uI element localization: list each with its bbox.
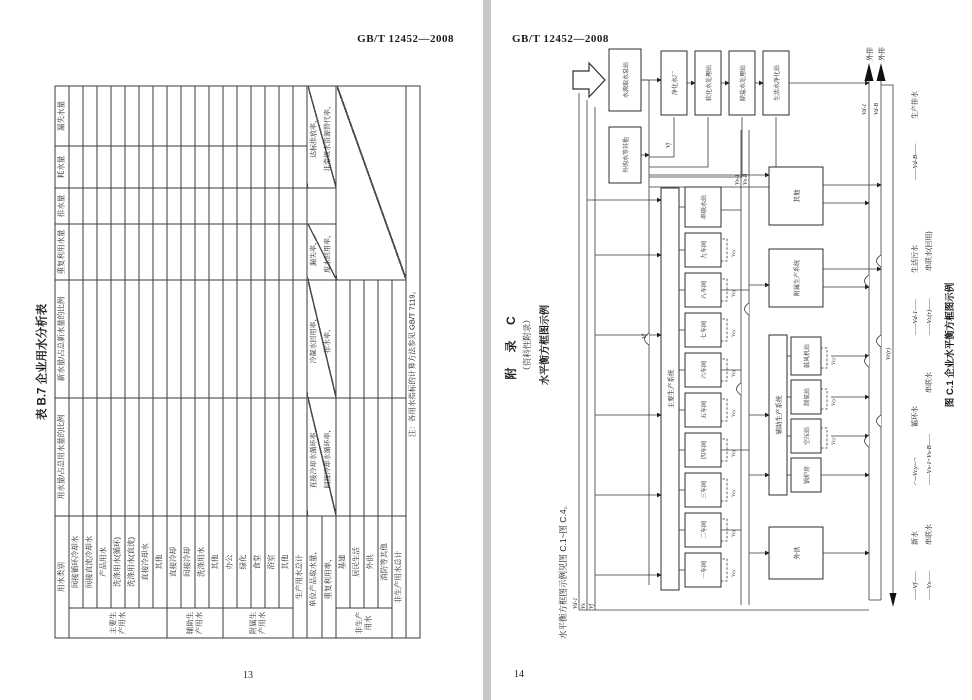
- svg-text:Vcy: Vcy: [832, 437, 837, 445]
- legend-label: 生活污水: [912, 245, 919, 273]
- table-cell: [223, 188, 237, 224]
- diagonal-blank-cell: [336, 86, 406, 280]
- page-14: [486, 0, 972, 700]
- table-cell: [125, 224, 139, 280]
- rate-cell-use: [307, 398, 336, 516]
- table-cell: [97, 188, 111, 224]
- main-production-system-label: 主要生产系统: [668, 369, 675, 409]
- group-label: 附属生产用水: [223, 608, 293, 638]
- page-number: 13: [243, 670, 253, 681]
- aux-unit-label: 空压站: [805, 426, 811, 446]
- table-cell: [378, 280, 392, 398]
- table-cell: [139, 188, 153, 224]
- table-cell: [223, 146, 237, 188]
- col-header-loss: 漏失水量: [55, 86, 69, 146]
- table-cell: [209, 280, 223, 398]
- table-cell: [237, 146, 251, 188]
- treatment-label: 净化水厂: [673, 70, 679, 96]
- table-row: [279, 86, 293, 638]
- table-cell: [167, 146, 181, 188]
- rate-text: 非常规水资源替代率，: [324, 102, 332, 172]
- table-cell: [279, 86, 293, 146]
- table-cell: [83, 280, 97, 398]
- table-cell: [111, 224, 125, 280]
- running-header-left: GB/T 12452—2008: [357, 33, 454, 45]
- col-header-consume: 耗水量: [55, 146, 69, 188]
- table-cell: [336, 280, 350, 398]
- table-row: [167, 86, 181, 638]
- table-cell: [350, 398, 364, 516]
- svg-text:Vs-B: Vs-B: [743, 173, 749, 185]
- table-note: 注：各用水指标的计算方法参见 GB/T 7119。: [406, 86, 420, 638]
- rotated-table-container: [31, 80, 451, 645]
- nonproduction-total-label: 非生产用水总计: [392, 516, 406, 638]
- svg-text:Vcy: Vcy: [732, 489, 737, 497]
- table-cell: [125, 398, 139, 516]
- table-cell: [195, 224, 209, 280]
- svg-text:Vcy: Vcy: [732, 289, 737, 297]
- table-row: [195, 86, 209, 638]
- row-label: 间接冷却: [181, 516, 195, 608]
- unit-intake-label: 单位产品取水量，: [307, 516, 322, 638]
- table-row: [251, 86, 265, 638]
- table-cell: [279, 146, 293, 188]
- rate-text: 间接冷却水循环率，: [324, 425, 332, 489]
- table-cell: [69, 398, 83, 516]
- rate-cell-reuse: [307, 224, 336, 280]
- table-cell: [364, 398, 378, 516]
- col-header-reuse: 重复利用水量: [55, 224, 69, 280]
- table-cell: [83, 146, 97, 188]
- table-cell: [83, 188, 97, 224]
- table-cell: [195, 146, 209, 188]
- svg-text:Vs-1: Vs-1: [735, 174, 741, 185]
- legend-symbol: ⌐─Vcy─¬: [912, 457, 919, 485]
- line-jump-marks: [645, 255, 882, 447]
- pump-station-label: 水源取水泵站: [624, 61, 630, 99]
- legend-symbol: ——Vf——: [912, 571, 919, 600]
- discharge-label: 外排: [867, 47, 874, 61]
- table-cell: [83, 86, 97, 146]
- table-row: [125, 86, 139, 638]
- row-label: 间接循环冷却水: [69, 516, 83, 608]
- water-balance-diagram: [569, 45, 961, 645]
- table-cell: [69, 224, 83, 280]
- discharge-arrow-icon: [877, 63, 886, 81]
- table-cell: [251, 224, 265, 280]
- svg-text:Vcy: Vcy: [832, 357, 837, 365]
- table-cell: [195, 188, 209, 224]
- reuse-rate-label: 重复利用率，: [322, 516, 337, 638]
- table-cell: [265, 280, 279, 398]
- table-row: [83, 86, 97, 638]
- table-cell: [83, 398, 97, 516]
- svg-text:Vf: Vf: [589, 603, 595, 609]
- table-cell: [293, 398, 307, 516]
- svg-text:Vf: Vf: [642, 333, 648, 339]
- table-cell: [181, 224, 195, 280]
- table-cell: [139, 86, 153, 146]
- row-label: 办公: [223, 516, 237, 608]
- table-cell: [336, 398, 350, 516]
- workshop-label: 八车间: [702, 280, 708, 300]
- col-header-new: 新水量/占总新水量的比例: [55, 280, 69, 398]
- table-cell: [265, 224, 279, 280]
- workshop-label: 二车间: [702, 520, 708, 540]
- table-row: [209, 86, 223, 638]
- table-cell: [378, 398, 392, 516]
- table-cell: [293, 224, 307, 280]
- table-title: 表 B.7 企业用水分析表: [36, 303, 49, 421]
- rate-text: 排水率，: [324, 325, 332, 353]
- table-cell: [223, 280, 237, 398]
- treatment-label: 除盐水处理站: [741, 64, 747, 102]
- group-label: 主要生产用水: [69, 608, 167, 638]
- appendix-subtitle: （资料性附录）: [522, 315, 532, 375]
- table-cell: [153, 224, 167, 280]
- row-label: 外供: [364, 516, 378, 608]
- table-cell: [125, 146, 139, 188]
- row-label: 其他: [279, 516, 293, 608]
- table-cell: [125, 280, 139, 398]
- table-row: [406, 86, 420, 638]
- table-cell: [181, 280, 195, 398]
- table-cell: [97, 280, 111, 398]
- table-row: [111, 86, 125, 638]
- table-cell: [97, 398, 111, 516]
- table-cell: [167, 280, 181, 398]
- table-cell: [307, 188, 336, 224]
- rate-text: 漏失率，: [310, 238, 318, 266]
- aux-unit-label: 制氧站: [805, 387, 811, 407]
- table-cell: [223, 224, 237, 280]
- table-header-row: [55, 86, 69, 638]
- table-cell: [153, 398, 167, 516]
- table-cell: [153, 188, 167, 224]
- legend-symbol: ——Vd-B——: [912, 143, 919, 180]
- workshop-label: 七车间: [702, 320, 708, 340]
- table-cell: [111, 146, 125, 188]
- aux-production-system-label: 辅助生产系统: [776, 395, 783, 435]
- appendix-name: 水平衡方框图示例: [540, 305, 551, 385]
- table-cell: [111, 280, 125, 398]
- table-cell: [125, 188, 139, 224]
- row-label: 浴室: [265, 516, 279, 608]
- table-cell: [251, 146, 265, 188]
- table-cell: [181, 86, 195, 146]
- appendix-title: 附 录 C: [504, 310, 518, 380]
- table-cell: [251, 280, 265, 398]
- discharge-label: 外排: [879, 47, 886, 61]
- table-row: [223, 86, 237, 638]
- treatment-label: 生活水净化站: [775, 64, 781, 102]
- table-cell: [350, 280, 364, 398]
- table-cell: [181, 188, 195, 224]
- table-cell: [167, 188, 181, 224]
- table-cell: [195, 280, 209, 398]
- table-cell: [181, 146, 195, 188]
- table-cell: [167, 224, 181, 280]
- svg-text:Vf: Vf: [666, 142, 672, 148]
- svg-text:Vc(r): Vc(r): [886, 347, 892, 360]
- legend-label: 串联水(回用): [926, 231, 933, 271]
- table-cell: [139, 280, 153, 398]
- table-cell: [125, 86, 139, 146]
- table-cell: [392, 280, 406, 398]
- purchased-water-label: 外购水等其他: [624, 136, 630, 174]
- table-cell: [251, 398, 265, 516]
- table-cell: [111, 86, 125, 146]
- table-cell: [97, 146, 111, 188]
- legend-symbol: ——Vd-1——: [912, 299, 919, 335]
- table-cell: [209, 398, 223, 516]
- legend-label: 串联水: [926, 372, 933, 393]
- workshop-label: 四车间: [702, 440, 708, 460]
- external-supply-label: 外供: [794, 546, 801, 560]
- figure-caption: 图 C.1 企业水平衡方框图示例: [945, 282, 956, 408]
- return-arrow-icon: [890, 593, 897, 607]
- table-cell: [83, 224, 97, 280]
- row-label: 其他: [153, 516, 167, 608]
- table-cell: [237, 86, 251, 146]
- legend-symbol: ——Vs-1~Vs-B——: [926, 433, 933, 485]
- table-row: [336, 86, 350, 638]
- svg-text:Vcy: Vcy: [832, 398, 837, 406]
- other-unit-label: 其他: [794, 189, 801, 203]
- table-cell: [279, 280, 293, 398]
- page-gutter: [483, 0, 491, 700]
- rotated-diagram-container: [500, 45, 970, 645]
- table-cell: [69, 86, 83, 146]
- table-cell: [265, 398, 279, 516]
- table-row: [181, 86, 195, 638]
- svg-text:Vcy: Vcy: [732, 449, 737, 457]
- aux-unit-label: 锅炉房: [805, 465, 811, 485]
- table-cell: [209, 86, 223, 146]
- rate-cell-consume: [307, 86, 336, 188]
- page-number: 14: [514, 669, 524, 680]
- col-header-drain: 排水量: [55, 188, 69, 224]
- table-cell: [139, 146, 153, 188]
- table-cell: [209, 146, 223, 188]
- svg-text:Vcy: Vcy: [732, 329, 737, 337]
- appendix-intro: 水平衡方框图示例见图 C.1~图 C.4。: [558, 500, 568, 639]
- svg-text:Vcy: Vcy: [732, 249, 737, 257]
- table-cell: [293, 146, 307, 188]
- rate-text: 达标排放率，: [310, 116, 318, 158]
- table-cell: [97, 86, 111, 146]
- treatment-label: 软化水处理站: [707, 64, 713, 102]
- table-cell: [69, 280, 83, 398]
- table-cell: [364, 280, 378, 398]
- table-cell: [195, 86, 209, 146]
- table-cell: [153, 280, 167, 398]
- legend-label: 串联水: [926, 524, 933, 545]
- group-label: 辅助生产用水: [167, 608, 223, 638]
- table-cell: [293, 188, 307, 224]
- table-cell: [97, 224, 111, 280]
- svg-text:Vcy: Vcy: [732, 529, 737, 537]
- workshop-label: 九车间: [702, 240, 708, 260]
- legend-symbol: ——Vs——: [926, 570, 933, 600]
- table-cell: [237, 280, 251, 398]
- production-total-label: 生产用水总计: [293, 516, 307, 638]
- workshop-label: 六车间: [702, 360, 708, 380]
- workshop-label: 一车间: [702, 560, 708, 580]
- col-header-use: 用水量/占总用水量的比例: [55, 398, 69, 516]
- aux-unit-label: 鼓风机站: [805, 343, 811, 369]
- table-cell: [167, 86, 181, 146]
- table-cell: [69, 188, 83, 224]
- table-cell: [251, 188, 265, 224]
- row-label: 产品用水: [97, 516, 111, 608]
- table-cell: [223, 86, 237, 146]
- diagram-legend: [910, 91, 933, 601]
- table-cell: [265, 86, 279, 146]
- running-header-right: GB/T 12452—2008: [512, 33, 609, 45]
- rate-cell-new: [307, 280, 336, 398]
- legend-label: 新水: [912, 531, 919, 545]
- table-cell: [392, 398, 406, 516]
- rate-text: 直接冷却水循环率，: [310, 425, 318, 489]
- table-cell: [223, 398, 237, 516]
- svg-text:Vd-B: Vd-B: [874, 103, 880, 115]
- table-cell: [237, 188, 251, 224]
- table-cell: [251, 86, 265, 146]
- row-label: 其他: [209, 516, 223, 608]
- table-row: [237, 86, 251, 638]
- water-intake-arrow-icon: [573, 63, 605, 97]
- workshop-label: 五车间: [702, 400, 708, 420]
- attached-production-system-label: 附属生产系统: [795, 259, 801, 297]
- svg-text:Vd-1: Vd-1: [862, 103, 868, 115]
- svg-text:Vcy: Vcy: [732, 369, 737, 377]
- series-water-station-label: 串联水站: [702, 194, 708, 220]
- table-cell: [265, 188, 279, 224]
- table-cell: [111, 188, 125, 224]
- row-label: 基建: [336, 516, 350, 608]
- group-label: 非生产用水: [336, 608, 392, 638]
- table-row: [153, 86, 167, 638]
- water-use-analysis-table: [55, 86, 421, 639]
- row-label: 消防等其他: [378, 516, 392, 608]
- table-cell: [209, 224, 223, 280]
- svg-text:Vd-1: Vd-1: [573, 597, 579, 609]
- col-header-category: 用水类别: [55, 516, 69, 638]
- table-cell: [167, 398, 181, 516]
- row-label: 居民生活: [350, 516, 364, 608]
- table-cell: [195, 398, 209, 516]
- row-label: 绿化: [237, 516, 251, 608]
- table-row: [293, 86, 307, 638]
- row-label: 食堂: [251, 516, 265, 608]
- svg-text:Vs: Vs: [581, 603, 587, 609]
- svg-text:Vcy: Vcy: [732, 569, 737, 577]
- legend-label: 循环水: [912, 406, 919, 427]
- table-cell: [237, 398, 251, 516]
- table-row: [139, 86, 153, 638]
- rate-text: 废水回用率，: [324, 231, 332, 273]
- table-cell: [209, 188, 223, 224]
- legend-symbol: ——Vc(r)——: [926, 298, 933, 335]
- table-cell: [153, 86, 167, 146]
- table-row: [265, 86, 279, 638]
- table-cell: [279, 224, 293, 280]
- row-label: 洗涤用水(直流): [125, 516, 139, 608]
- table-cell: [265, 146, 279, 188]
- table-cell: [139, 398, 153, 516]
- table-cell: [111, 398, 125, 516]
- table-row: [307, 86, 322, 638]
- svg-text:Vcy: Vcy: [732, 409, 737, 417]
- row-label: 直接冷却水: [139, 516, 153, 608]
- row-label: 洗涤用水: [195, 516, 209, 608]
- table-cell: [279, 398, 293, 516]
- legend-label: 生产排水: [912, 91, 919, 119]
- workshop-label: 三车间: [702, 480, 708, 500]
- row-label: 直接冷却: [167, 516, 181, 608]
- discharge-arrow-icon: [865, 63, 874, 81]
- table-cell: [293, 280, 307, 398]
- table-cell: [153, 146, 167, 188]
- rate-text: 冷凝水回用率，: [310, 314, 318, 364]
- table-cell: [181, 398, 195, 516]
- table-row: [97, 86, 111, 638]
- table-cell: [139, 224, 153, 280]
- table-row: [69, 86, 83, 638]
- row-label: 间接直流冷却水: [83, 516, 97, 608]
- table-cell: [279, 188, 293, 224]
- row-label: 洗涤用水(循环): [111, 516, 125, 608]
- table-cell: [237, 224, 251, 280]
- table-cell: [69, 146, 83, 188]
- table-cell: [293, 86, 307, 146]
